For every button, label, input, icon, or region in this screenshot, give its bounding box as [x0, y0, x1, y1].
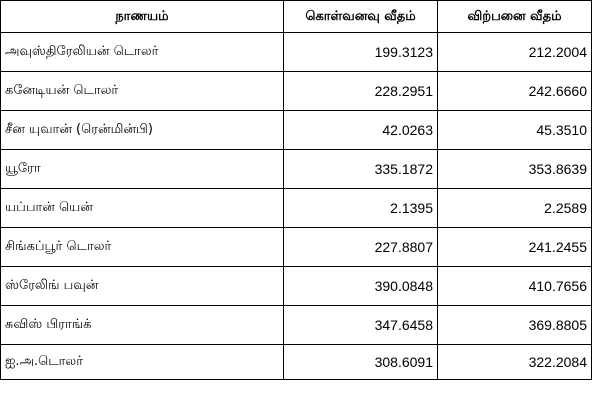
selling-rate: 410.7656: [438, 267, 592, 306]
header-buying-rate: கொள்வனவு வீதம்: [284, 1, 438, 33]
currency-name: யூரோ: [1, 150, 284, 189]
header-selling-rate: விற்பனை வீதம்: [438, 1, 592, 33]
buying-rate: 42.0263: [284, 111, 438, 150]
selling-rate: 369.8805: [438, 306, 592, 345]
table-row: [1, 33, 592, 72]
currency-name: கனேடியன் டொலர்: [1, 72, 284, 111]
table-row: [1, 189, 592, 228]
buying-rate: 347.6458: [284, 306, 438, 345]
selling-rate: 242.6660: [438, 72, 592, 111]
buying-rate: 199.3123: [284, 33, 438, 72]
currency-name: ஸ்ரேலிங் பவுன்: [1, 267, 284, 306]
table-body: [1, 33, 592, 380]
selling-rate: 322.2084: [438, 345, 592, 380]
table-row: [1, 306, 592, 345]
table-row: [1, 345, 592, 380]
selling-rate: 45.3510: [438, 111, 592, 150]
buying-rate: 227.8807: [284, 228, 438, 267]
currency-name: யப்பான் யென்: [1, 189, 284, 228]
header-currency: நாணயம்: [1, 1, 284, 33]
header-row: [1, 1, 592, 33]
currency-name: சீன யுவான் (ரென்மின்பி): [1, 111, 284, 150]
currency-name: சுவிஸ் பிராங்க்: [1, 306, 284, 345]
table-row: [1, 228, 592, 267]
currency-name: சிங்கப்பூர் டொலர்: [1, 228, 284, 267]
currency-name: ஐ.அ.டொலர்: [1, 345, 284, 380]
buying-rate: 308.6091: [284, 345, 438, 380]
currency-name: அவுஸ்திரேலியன் டொலர்: [1, 33, 284, 72]
buying-rate: 228.2951: [284, 72, 438, 111]
selling-rate: 2.2589: [438, 189, 592, 228]
selling-rate: 353.8639: [438, 150, 592, 189]
selling-rate: 241.2455: [438, 228, 592, 267]
table-row: [1, 267, 592, 306]
buying-rate: 2.1395: [284, 189, 438, 228]
selling-rate: 212.2004: [438, 33, 592, 72]
table-row: [1, 111, 592, 150]
table-header: [1, 1, 592, 33]
buying-rate: 390.0848: [284, 267, 438, 306]
table-row: [1, 150, 592, 189]
buying-rate: 335.1872: [284, 150, 438, 189]
table-row: [1, 72, 592, 111]
